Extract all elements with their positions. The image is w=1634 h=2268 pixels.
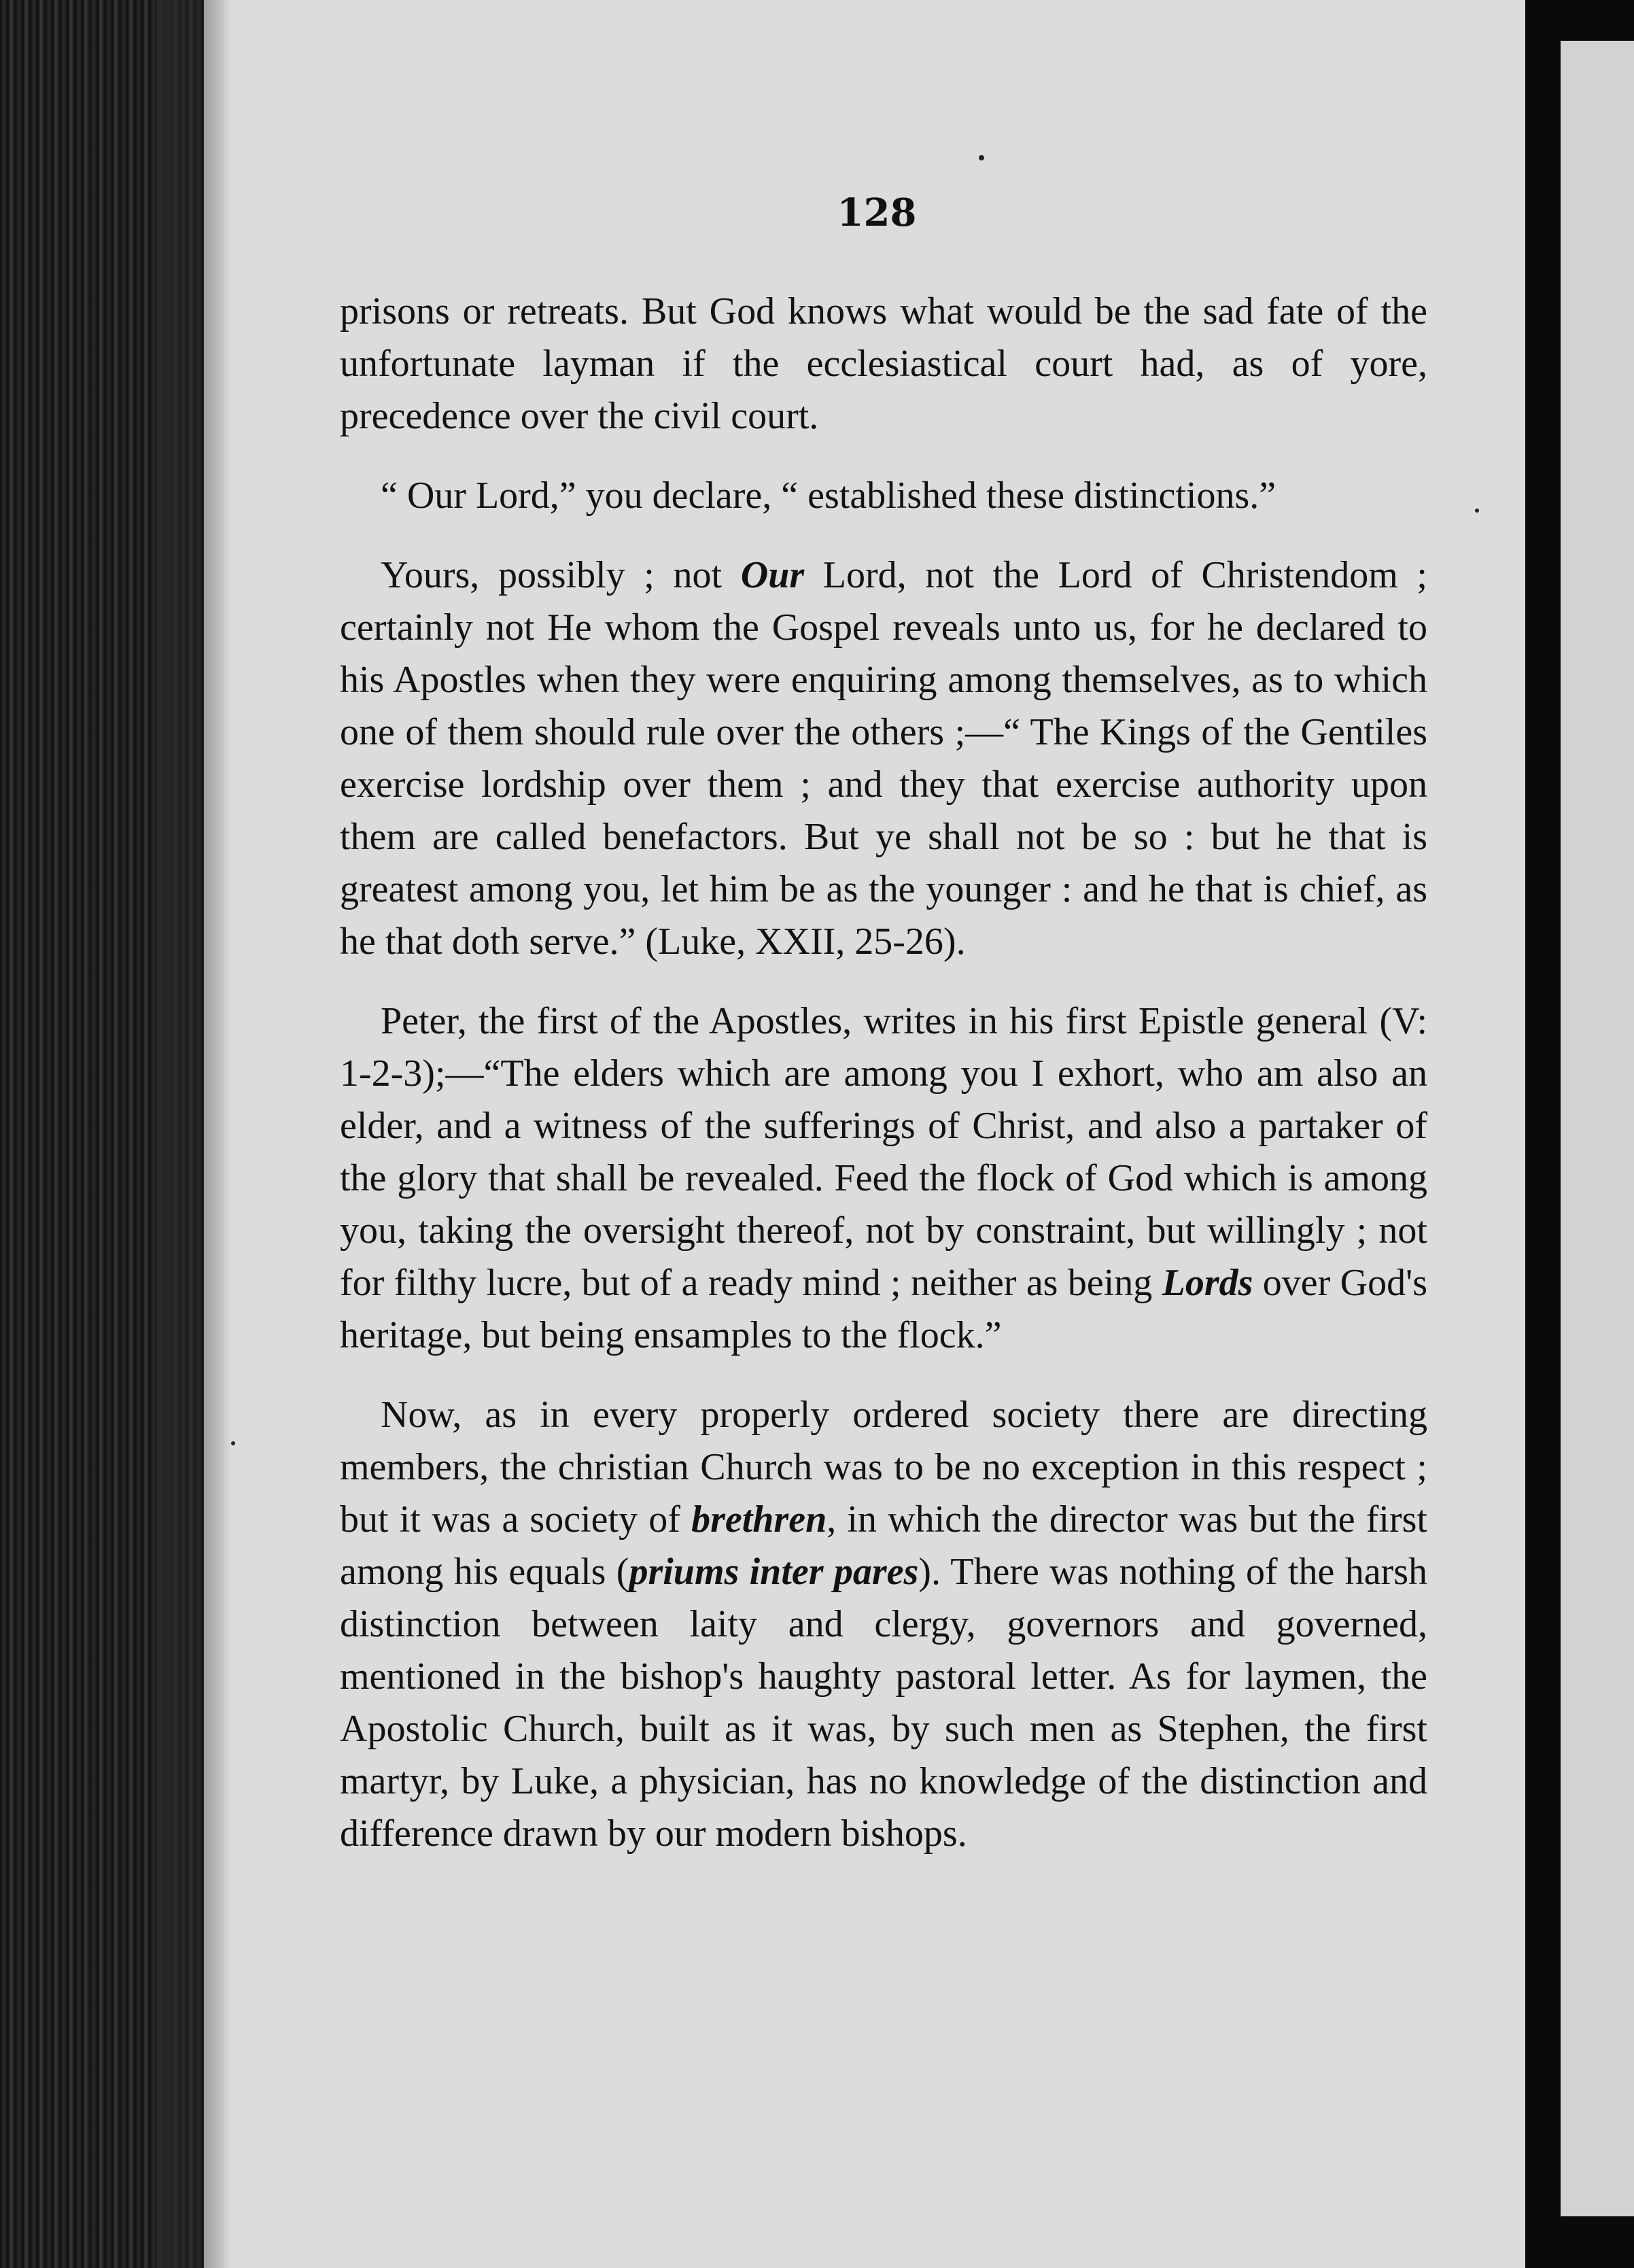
- speck: [1475, 509, 1479, 513]
- speck: [231, 1441, 235, 1445]
- paragraph-text: , in which the director was but the first among his equals (: [340, 1498, 1427, 1593]
- paragraph-text: ). There was nothing of the harsh distinction between laity and clergy, governors and governed, mentioned in the bishop's haughty pastoral letter. As for laymen, the Apostolic Church, built as it was, by such men as Stephen, the first martyr, by Luke, a physician, has no knowledge of the distinction and difference drawn by our modern bishops.: [340, 1551, 1427, 1855]
- body-text: [340, 286, 1427, 1887]
- page-number: 128: [837, 190, 917, 235]
- paragraph-text: Peter, the first of the Apostles, writes in his first Epistle general (V: 1-2-3);—“The elders which are among you I exhort, who am also an elder, and a witness of the sufferings of Christ, and also a partaker of the glory that shall be revealed. Feed the flock of God which is among you, taking the oversight thereof, not by constraint, but willingly ; not for filthy lucre, but of a ready mind ; neither as being: [340, 1000, 1427, 1304]
- paragraph: [340, 1389, 1427, 1860]
- italic-text: Lords: [1162, 1262, 1253, 1304]
- adjacent-page-strip: [1561, 41, 1634, 2216]
- speck: [979, 155, 984, 160]
- paragraph-text: prisons or retreats. But God knows what would be the sad fate of the unfortunate layman if the ecclesiastical court had, as of yore, precedence over the civil court.: [340, 290, 1427, 437]
- paragraph-text: Lord, not the Lord of Christendom ; certainly not He whom the Gospel reveals unto us, for he declared to his Apostles when they were enquiring among themselves, as to which one of them should rule over the others ;—“ The Kings of the Gentiles exercise lordship over them ; and they that exercise authority upon them are called benefactors. But ye shall not be so : but he that is greatest among you, let him be as the younger : and he that is chief, as he that doth serve.” (Luke, XXII, 25-26).: [340, 554, 1427, 963]
- paragraph: [340, 286, 1427, 443]
- gutter-shadow: [156, 0, 231, 2268]
- paragraph-text: over God's heritage, but being ensamples to the flock.”: [340, 1262, 1427, 1356]
- paragraph: [340, 995, 1427, 1362]
- italic-text: brethren: [691, 1498, 827, 1541]
- paragraph-text: Now, as in every properly ordered society there are directing members, the christian Church was to be no exception in this respect ; but it was a society of: [340, 1394, 1427, 1541]
- paragraph-text: “ Our Lord,” you declare, “ established these distinctions.”: [381, 475, 1276, 517]
- paragraph: [340, 549, 1427, 968]
- paragraph: [340, 470, 1427, 522]
- paragraph-text: Yours, possibly ; not: [381, 554, 741, 596]
- italic-text: priums inter pares: [629, 1551, 919, 1593]
- italic-text: Our: [740, 554, 805, 596]
